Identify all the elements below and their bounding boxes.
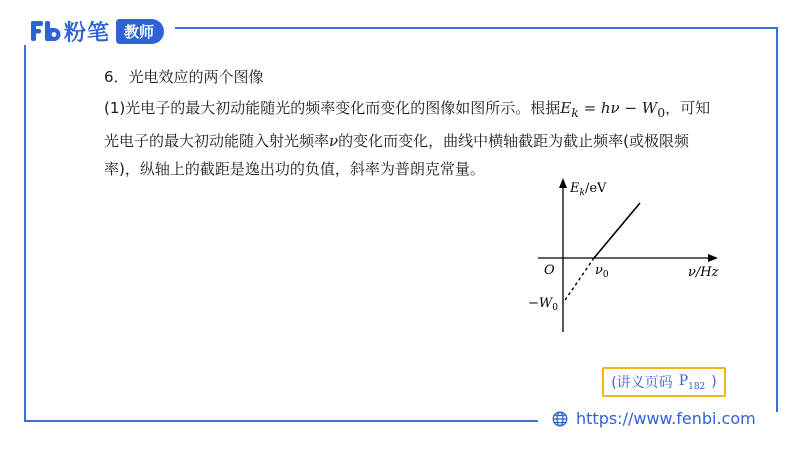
nu-symbol: ν	[329, 132, 339, 150]
para-text-2: ，可知光电子的最大初动能随入射光频率	[104, 99, 711, 150]
frame-bottom-line	[24, 420, 538, 422]
frame-top-line	[175, 27, 778, 29]
para-text-1: (1)光电子的最大初动能随光的频率变化而变化的图像如图所示。根据	[104, 99, 561, 117]
footer-url[interactable]	[552, 409, 756, 428]
eq-rhs: = hν − W	[578, 99, 658, 117]
para-text-3: 的变化而变化，曲线中横轴截距为截止频率(或极限频率)，纵轴上的截距是逸出功的负值，斜率为普朗克常量。	[104, 132, 689, 178]
page-ref-number	[679, 373, 706, 392]
footer-url-text: https://www.fenbi.com	[576, 409, 756, 428]
inline-equation	[560, 99, 666, 120]
eq-lhs-sub: k	[571, 105, 579, 120]
frame-right-line	[776, 27, 778, 412]
frame-left-line	[24, 45, 26, 421]
page-ref-close: )	[711, 374, 717, 390]
globe-icon	[552, 411, 568, 427]
y-axis-arrow	[559, 178, 567, 188]
page-reference-box	[602, 367, 726, 397]
eq-rhs-sub: 0	[657, 105, 666, 120]
origin-label: O	[544, 263, 555, 278]
ek-line	[594, 203, 640, 258]
y-intercept-label: $-W_0$	[528, 296, 558, 313]
brand-badge: 教师	[116, 19, 164, 44]
page-ref-p: P	[678, 372, 689, 389]
x-axis-label: ν/Hz	[688, 265, 719, 280]
section-title: 6．光电效应的两个图像	[104, 68, 264, 86]
photoelectric-graph	[520, 170, 750, 340]
brand-name: 粉笔	[64, 20, 111, 46]
eq-lhs: E	[560, 99, 572, 117]
fenbi-logo-icon	[30, 19, 62, 43]
ek-line-extension	[563, 258, 594, 303]
page-ref-label: (讲义页码	[611, 375, 673, 391]
x-intercept-label: $\nu_0$	[595, 263, 609, 280]
brand-logo	[30, 16, 164, 46]
page-ref-sub: 182	[688, 381, 706, 392]
x-axis-arrow	[708, 254, 718, 262]
y-axis-label: $E_k/eV$	[570, 181, 607, 198]
